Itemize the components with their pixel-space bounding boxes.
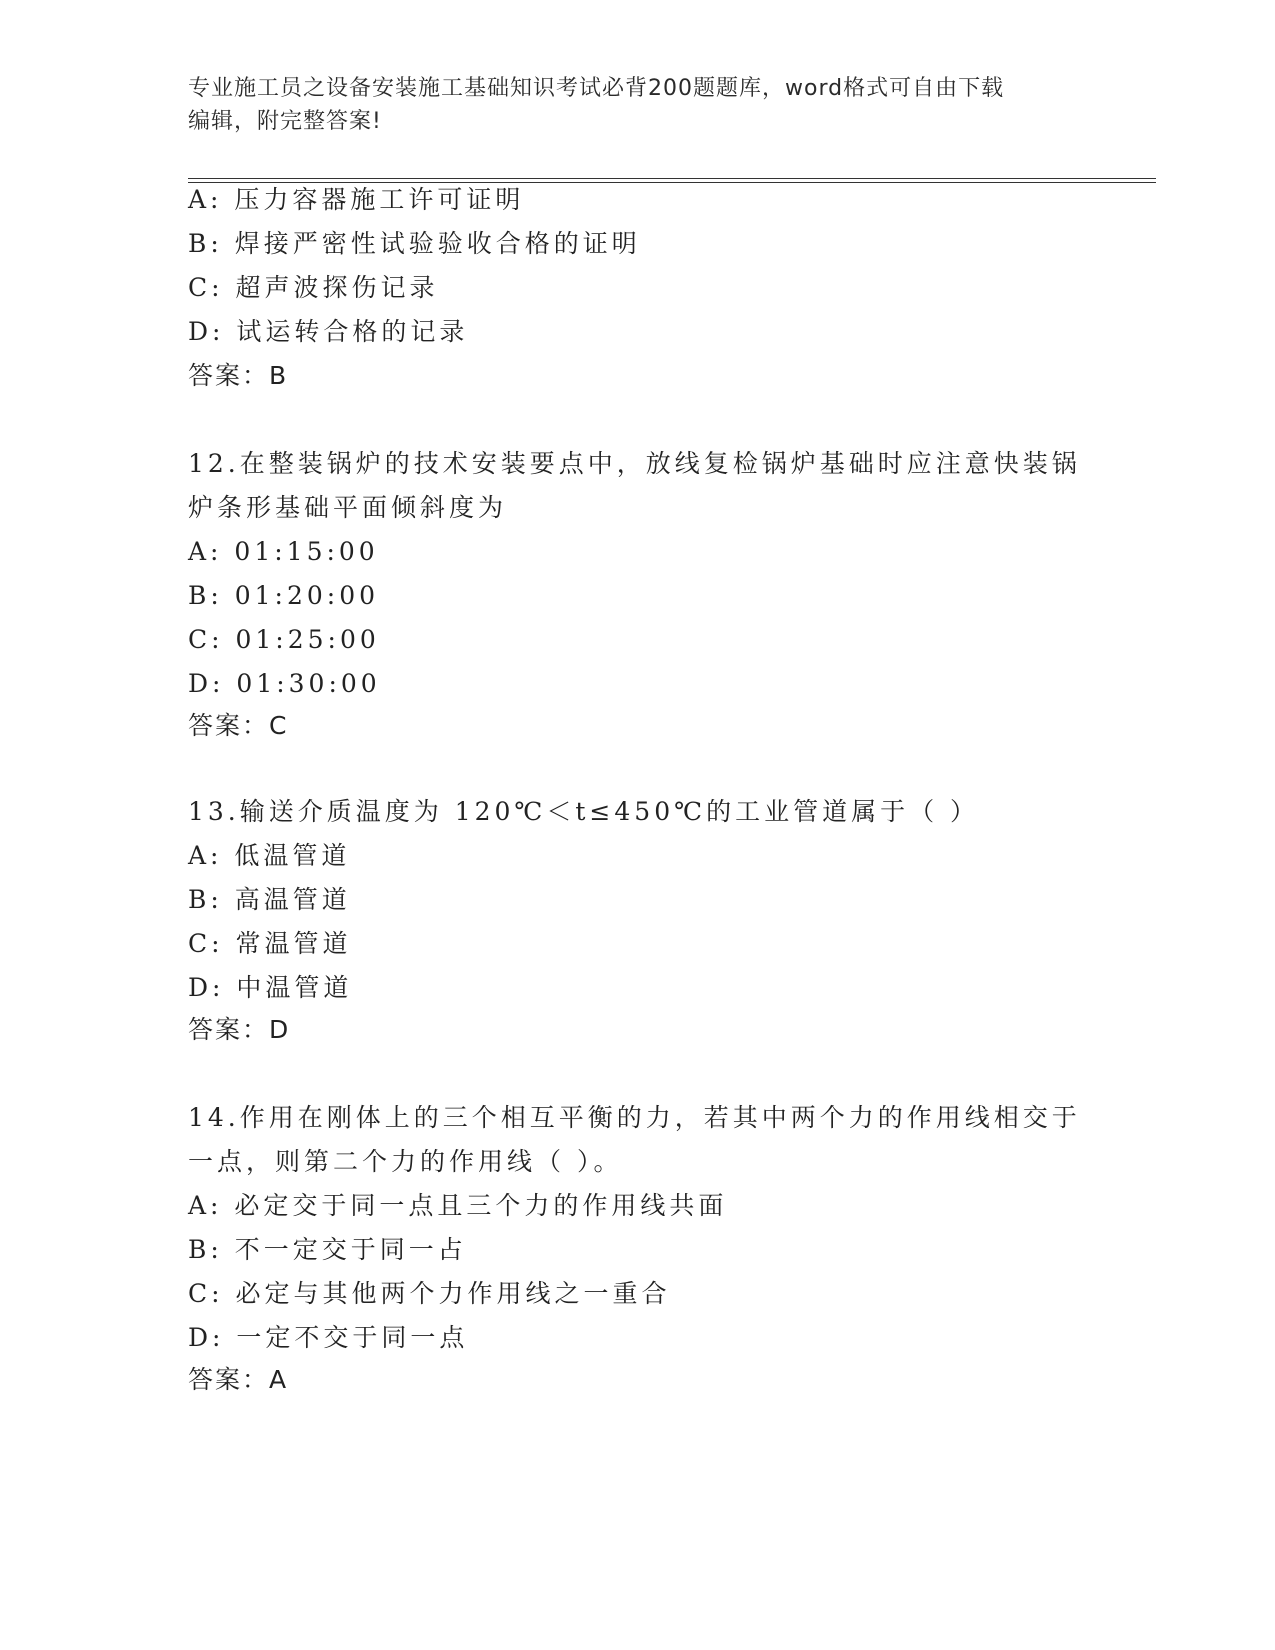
- q13-answer: 答案：D: [188, 1015, 291, 1044]
- q11-answer: 答案：B: [188, 361, 289, 390]
- document-page: [188, 0, 1158, 1650]
- q11-option-d: D: 试运转合格的记录: [188, 317, 469, 346]
- q12-answer: 答案：C: [188, 711, 289, 740]
- q14-answer: 答案：A: [188, 1365, 289, 1394]
- q13-option-a: A: 低温管道: [188, 841, 351, 870]
- q14-stem-line-1: 14.作用在刚体上的三个相互平衡的力，若其中两个力的作用线相交于: [188, 1103, 1081, 1132]
- q13-option-b: B: 高温管道: [188, 885, 351, 914]
- q12-option-c: C: 01:25:00: [188, 625, 380, 654]
- q14-option-a: A: 必定交于同一点且三个力的作用线共面: [188, 1191, 728, 1220]
- q13-option-d: D: 中温管道: [188, 973, 353, 1002]
- q14-option-b: B: 不一定交于同一占: [188, 1235, 467, 1264]
- q11-option-a: A: 压力容器施工许可证明: [188, 185, 525, 214]
- q13-stem-line-1: 13.输送介质温度为 120℃＜t≤450℃的工业管道属于（ ）: [188, 797, 980, 826]
- q14-option-c: C: 必定与其他两个力作用线之一重合: [188, 1279, 671, 1308]
- document-header: [188, 72, 1088, 138]
- q11-option-b: B: 焊接严密性试验验收合格的证明: [188, 229, 641, 258]
- q12-stem-line-2: 炉条形基础平面倾斜度为: [188, 493, 508, 522]
- q12-option-a: A: 01:15:00: [188, 537, 379, 566]
- q12-option-d: D: 01:30:00: [188, 669, 381, 698]
- q14-stem-line-2: 一点，则第二个力的作用线（ ）。: [188, 1147, 623, 1176]
- header-line-1: 专业施工员之设备安装施工基础知识考试必背200题题库，word格式可自由下载: [188, 76, 1005, 101]
- q14-option-d: D: 一定不交于同一点: [188, 1323, 469, 1352]
- q11-option-c: C: 超声波探伤记录: [188, 273, 439, 302]
- header-line-2: 编辑，附完整答案!: [188, 109, 382, 134]
- q12-option-b: B: 01:20:00: [188, 581, 380, 610]
- q13-option-c: C: 常温管道: [188, 929, 352, 958]
- q12-stem-line-1: 12.在整装锅炉的技术安装要点中，放线复检锅炉基础时应注意快装锅: [188, 449, 1081, 478]
